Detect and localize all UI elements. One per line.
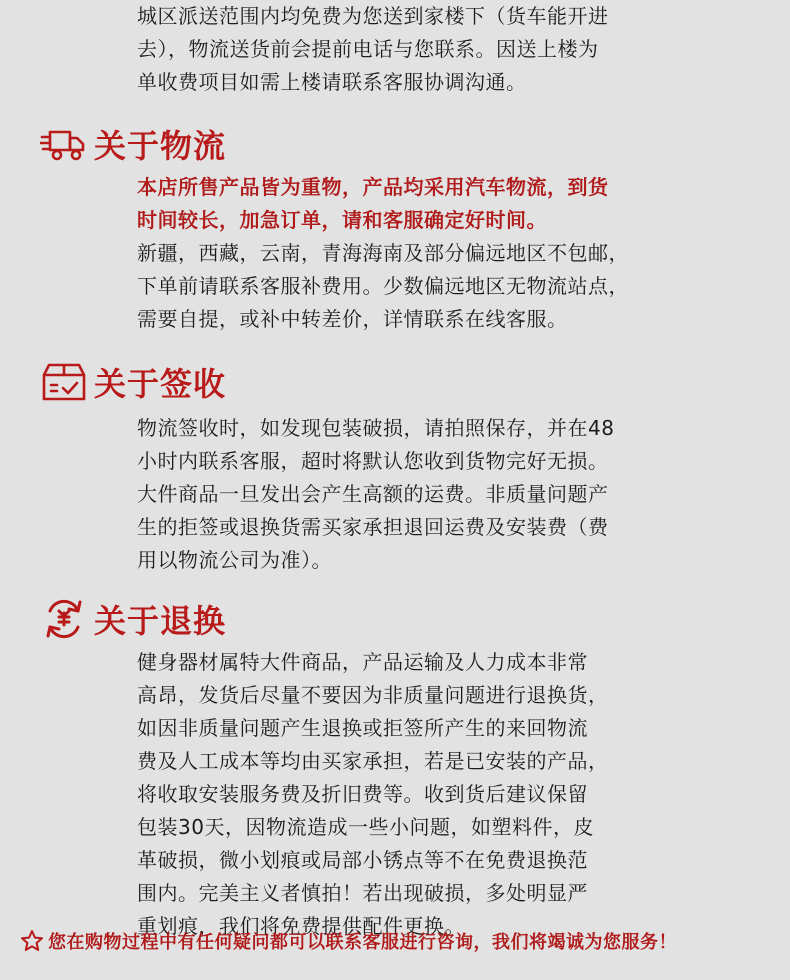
returns-body: 健身器材属特大件商品，产品运输及人力成本非常 高昂，发货后尽量不要因为非质量问题进行退换货， 如因非质量问题产生退换或拒签所产生的来回物流 费及人工成本等均由买家承担，若是已安装的产品， 将收取安装服务费及折旧费等。收到货后建议保留 包装30天，因物流造成一些小问题，如塑料件，皮 革破损，微小划痕或局部小锈点等不在免费退换范 围内。完美主义者慎拍！若出现破损，多处明显严 重划痕，我们将免费提供配件更换。 — [137, 650, 609, 938]
returns-title: 关于退换 — [94, 602, 227, 640]
signing-section-header — [40, 358, 226, 406]
exchange-arrows-icon — [40, 597, 88, 641]
signing-body: 物流签收时，如发现包装破损，请拍照保存，并在48 小时内联系客服，超时将默认您收到货物完好无损。 大件商品一旦发出会产生高额的运费。非质量问题产 生的拒签或退换货需买家承担退回运费及安装费（费 用以物流公司为准）。 — [137, 416, 615, 572]
logistics-highlight: 本店所售产品皆为重物，产品均采用汽车物流，到货 时间较长，加急订单，请和客服确定好时间。 — [137, 175, 609, 232]
package-check-icon — [40, 360, 88, 404]
signing-title: 关于签收 — [94, 365, 227, 403]
logistics-body: 新疆，西藏，云南，青海海南及部分偏远地区不包邮， 下单前请联系客服补费用。少数偏远地区无物流站点， 需要自提，或补中转差价，详情联系在线客服。 — [137, 241, 629, 331]
delivery-truck-icon — [40, 122, 88, 166]
logistics-section-header — [40, 120, 226, 168]
logistics-title: 关于物流 — [94, 127, 227, 165]
intro-paragraph: 城区派送范围内均免费为您送到家楼下（货车能开进 去），物流送货前会提前电话与您联系。因送上楼为 单收费项目如需上楼请联系客服协调沟通。 — [137, 4, 609, 94]
service-footer — [20, 928, 677, 954]
returns-section-header — [40, 595, 226, 643]
star-outline-icon — [20, 929, 44, 953]
footer-text: 您在购物过程中有任何疑问都可以联系客服进行咨询，我们将竭诚为您服务！ — [48, 932, 677, 953]
